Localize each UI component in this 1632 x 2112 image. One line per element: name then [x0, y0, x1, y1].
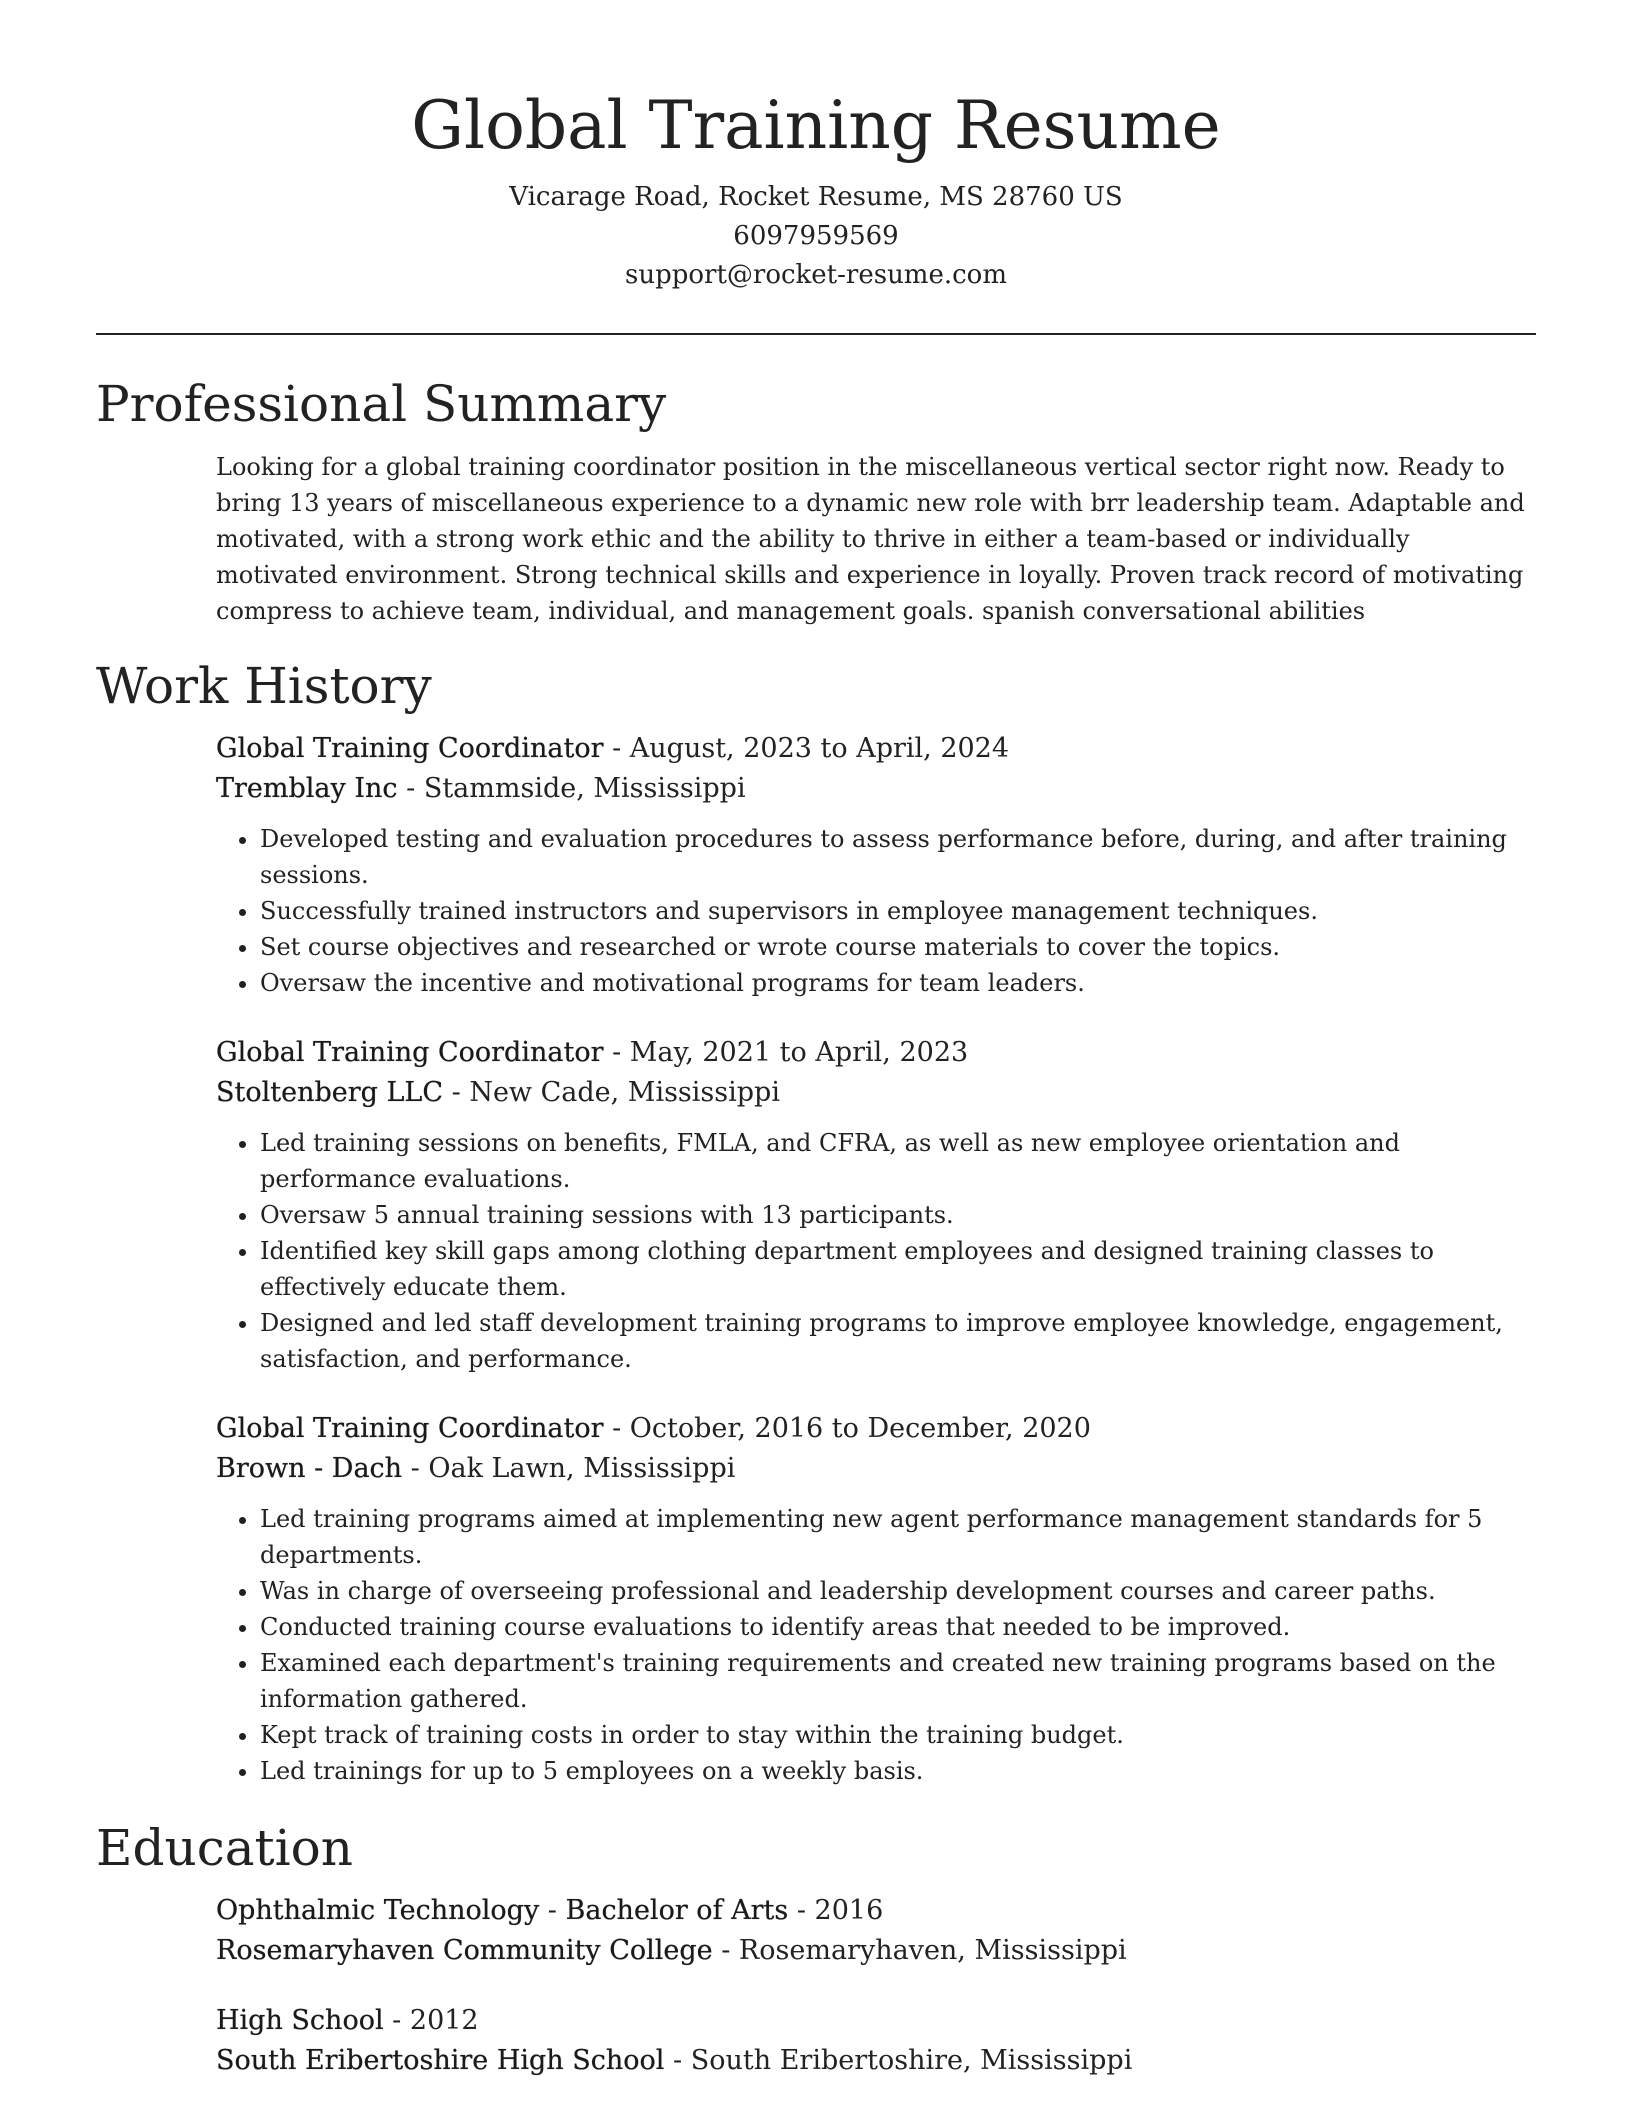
job-entry: [216, 1033, 1536, 1377]
job-bullets: [216, 1501, 1536, 1789]
company-name: Brown - Dach: [216, 1453, 403, 1484]
company-line: [216, 1449, 1536, 1489]
degree-line: [216, 2001, 1536, 2041]
job-bullet: • Led trainings for up to 5 employees on a weekly basis.: [260, 1753, 1536, 1789]
separator: -: [603, 1037, 630, 1068]
job-dates: August, 2023 to April, 2024: [629, 733, 1010, 764]
company-line: [216, 1073, 1536, 1113]
job-title: Global Training Coordinator: [216, 1413, 604, 1444]
job-location: Oak Lawn, Mississippi: [428, 1453, 736, 1484]
separator: -: [603, 1413, 630, 1444]
job-location: Stammside, Mississippi: [423, 773, 746, 804]
job-bullet: • Was in charge of overseeing professional and leadership development courses and career paths.: [260, 1573, 1536, 1609]
separator: -: [397, 773, 424, 804]
school-location: South Eribertoshire, Mississippi: [690, 2045, 1133, 2076]
job-bullets: [216, 1125, 1536, 1377]
separator: -: [712, 1935, 739, 1966]
school-location: Rosemaryhaven, Mississippi: [738, 1935, 1127, 1966]
education-list: [216, 1891, 1536, 2081]
job-bullet: • Identified key skill gaps among clothing department employees and designed training classes to effectively educate them.: [260, 1233, 1536, 1305]
address: Vicarage Road, Rocket Resume, MS 28760 US: [509, 182, 1123, 212]
job-bullet: • Led training programs aimed at implementing new agent performance management standards for 5 departments.: [260, 1501, 1536, 1573]
job-dates: October, 2016 to December, 2020: [629, 1413, 1091, 1444]
company-name: Tremblay Inc: [216, 773, 398, 804]
job-title: Global Training Coordinator: [216, 1037, 604, 1068]
job-dates: May, 2021 to April, 2023: [629, 1037, 969, 1068]
separator: -: [443, 1077, 470, 1108]
summary-section: [96, 373, 1536, 629]
job-location: New Cade, Mississippi: [469, 1077, 780, 1108]
education-field: Ophthalmic Technology: [216, 1895, 540, 1926]
education-section: [96, 1817, 1536, 2081]
school-name: Rosemaryhaven Community College: [216, 1935, 713, 1966]
education-year: 2012: [409, 2005, 479, 2036]
job-bullet: • Designed and led staff development training programs to improve employee knowledge, engagement, satisfaction, and performance.: [260, 1305, 1536, 1377]
separator: -: [788, 1895, 815, 1926]
resume-name: Global Training Resume: [411, 87, 1221, 164]
job-bullet: • Led training sessions on benefits, FMLA, and CFRA, as well as new employee orientation and performance evaluations.: [260, 1125, 1536, 1197]
job-bullet: • Kept track of training costs in order to stay within the training budget.: [260, 1717, 1536, 1753]
school-line: [216, 2041, 1536, 2081]
summary-text: Looking for a global training coordinator position in the miscellaneous vertical sector right now. Ready to bring 13 years of miscellaneous experience to a dynamic new role with brr leadership team. Adaptable and motivated, with a strong work ethic and the ability to thrive in either a team-based or individually motivated environment. Strong technical skills and experience in loyally. Proven track record of motivating compress to achieve team, individual, and management goals. spanish conversational abilities: [216, 453, 1525, 625]
job-title-line: [216, 729, 1536, 769]
phone: 6097959569: [733, 221, 899, 251]
education-field: High School: [216, 2005, 384, 2036]
job-bullet: • Set course objectives and researched or wrote course materials to cover the topics.: [260, 929, 1536, 965]
job-bullet: • Oversaw 5 annual training sessions with 13 participants.: [260, 1197, 1536, 1233]
separator: -: [539, 1895, 566, 1926]
education-heading: Education: [96, 1819, 353, 1877]
separator: -: [603, 733, 630, 764]
education-entry: [216, 1891, 1536, 1971]
separator: -: [383, 2005, 410, 2036]
education-degree: Bachelor of Arts: [565, 1895, 789, 1926]
education-year: 2016: [814, 1895, 884, 1926]
degree-line: [216, 1891, 1536, 1931]
email: support@rocket-resume.com: [624, 260, 1007, 290]
job-title-line: [216, 1033, 1536, 1073]
contact-block: [96, 178, 1536, 295]
resume-page: [96, 0, 1536, 2111]
header-divider: [96, 333, 1536, 335]
summary-heading: Professional Summary: [96, 375, 667, 433]
job-title-line: [216, 1409, 1536, 1449]
job-bullet: • Examined each department's training requirements and created new training programs based on the information gathered.: [260, 1645, 1536, 1717]
education-entry: [216, 2001, 1536, 2081]
school-line: [216, 1931, 1536, 1971]
company-name: Stoltenberg LLC: [216, 1077, 444, 1108]
job-bullet: • Conducted training course evaluations to identify areas that needed to be improved.: [260, 1609, 1536, 1645]
job-entry: [216, 729, 1536, 1001]
job-entry: [216, 1409, 1536, 1789]
company-line: [216, 769, 1536, 809]
job-title: Global Training Coordinator: [216, 733, 604, 764]
work-history-section: [96, 655, 1536, 1789]
jobs-list: [216, 729, 1536, 1789]
work-history-heading: Work History: [96, 657, 432, 715]
job-bullets: [216, 821, 1536, 1001]
resume-header: [96, 0, 1536, 295]
school-name: South Eribertoshire High School: [216, 2045, 665, 2076]
separator: -: [664, 2045, 691, 2076]
separator: -: [402, 1453, 429, 1484]
job-bullet: • Oversaw the incentive and motivational programs for team leaders.: [260, 965, 1536, 1001]
job-bullet: • Successfully trained instructors and supervisors in employee management techniques.: [260, 893, 1536, 929]
job-bullet: • Developed testing and evaluation procedures to assess performance before, during, and after training sessions.: [260, 821, 1536, 893]
